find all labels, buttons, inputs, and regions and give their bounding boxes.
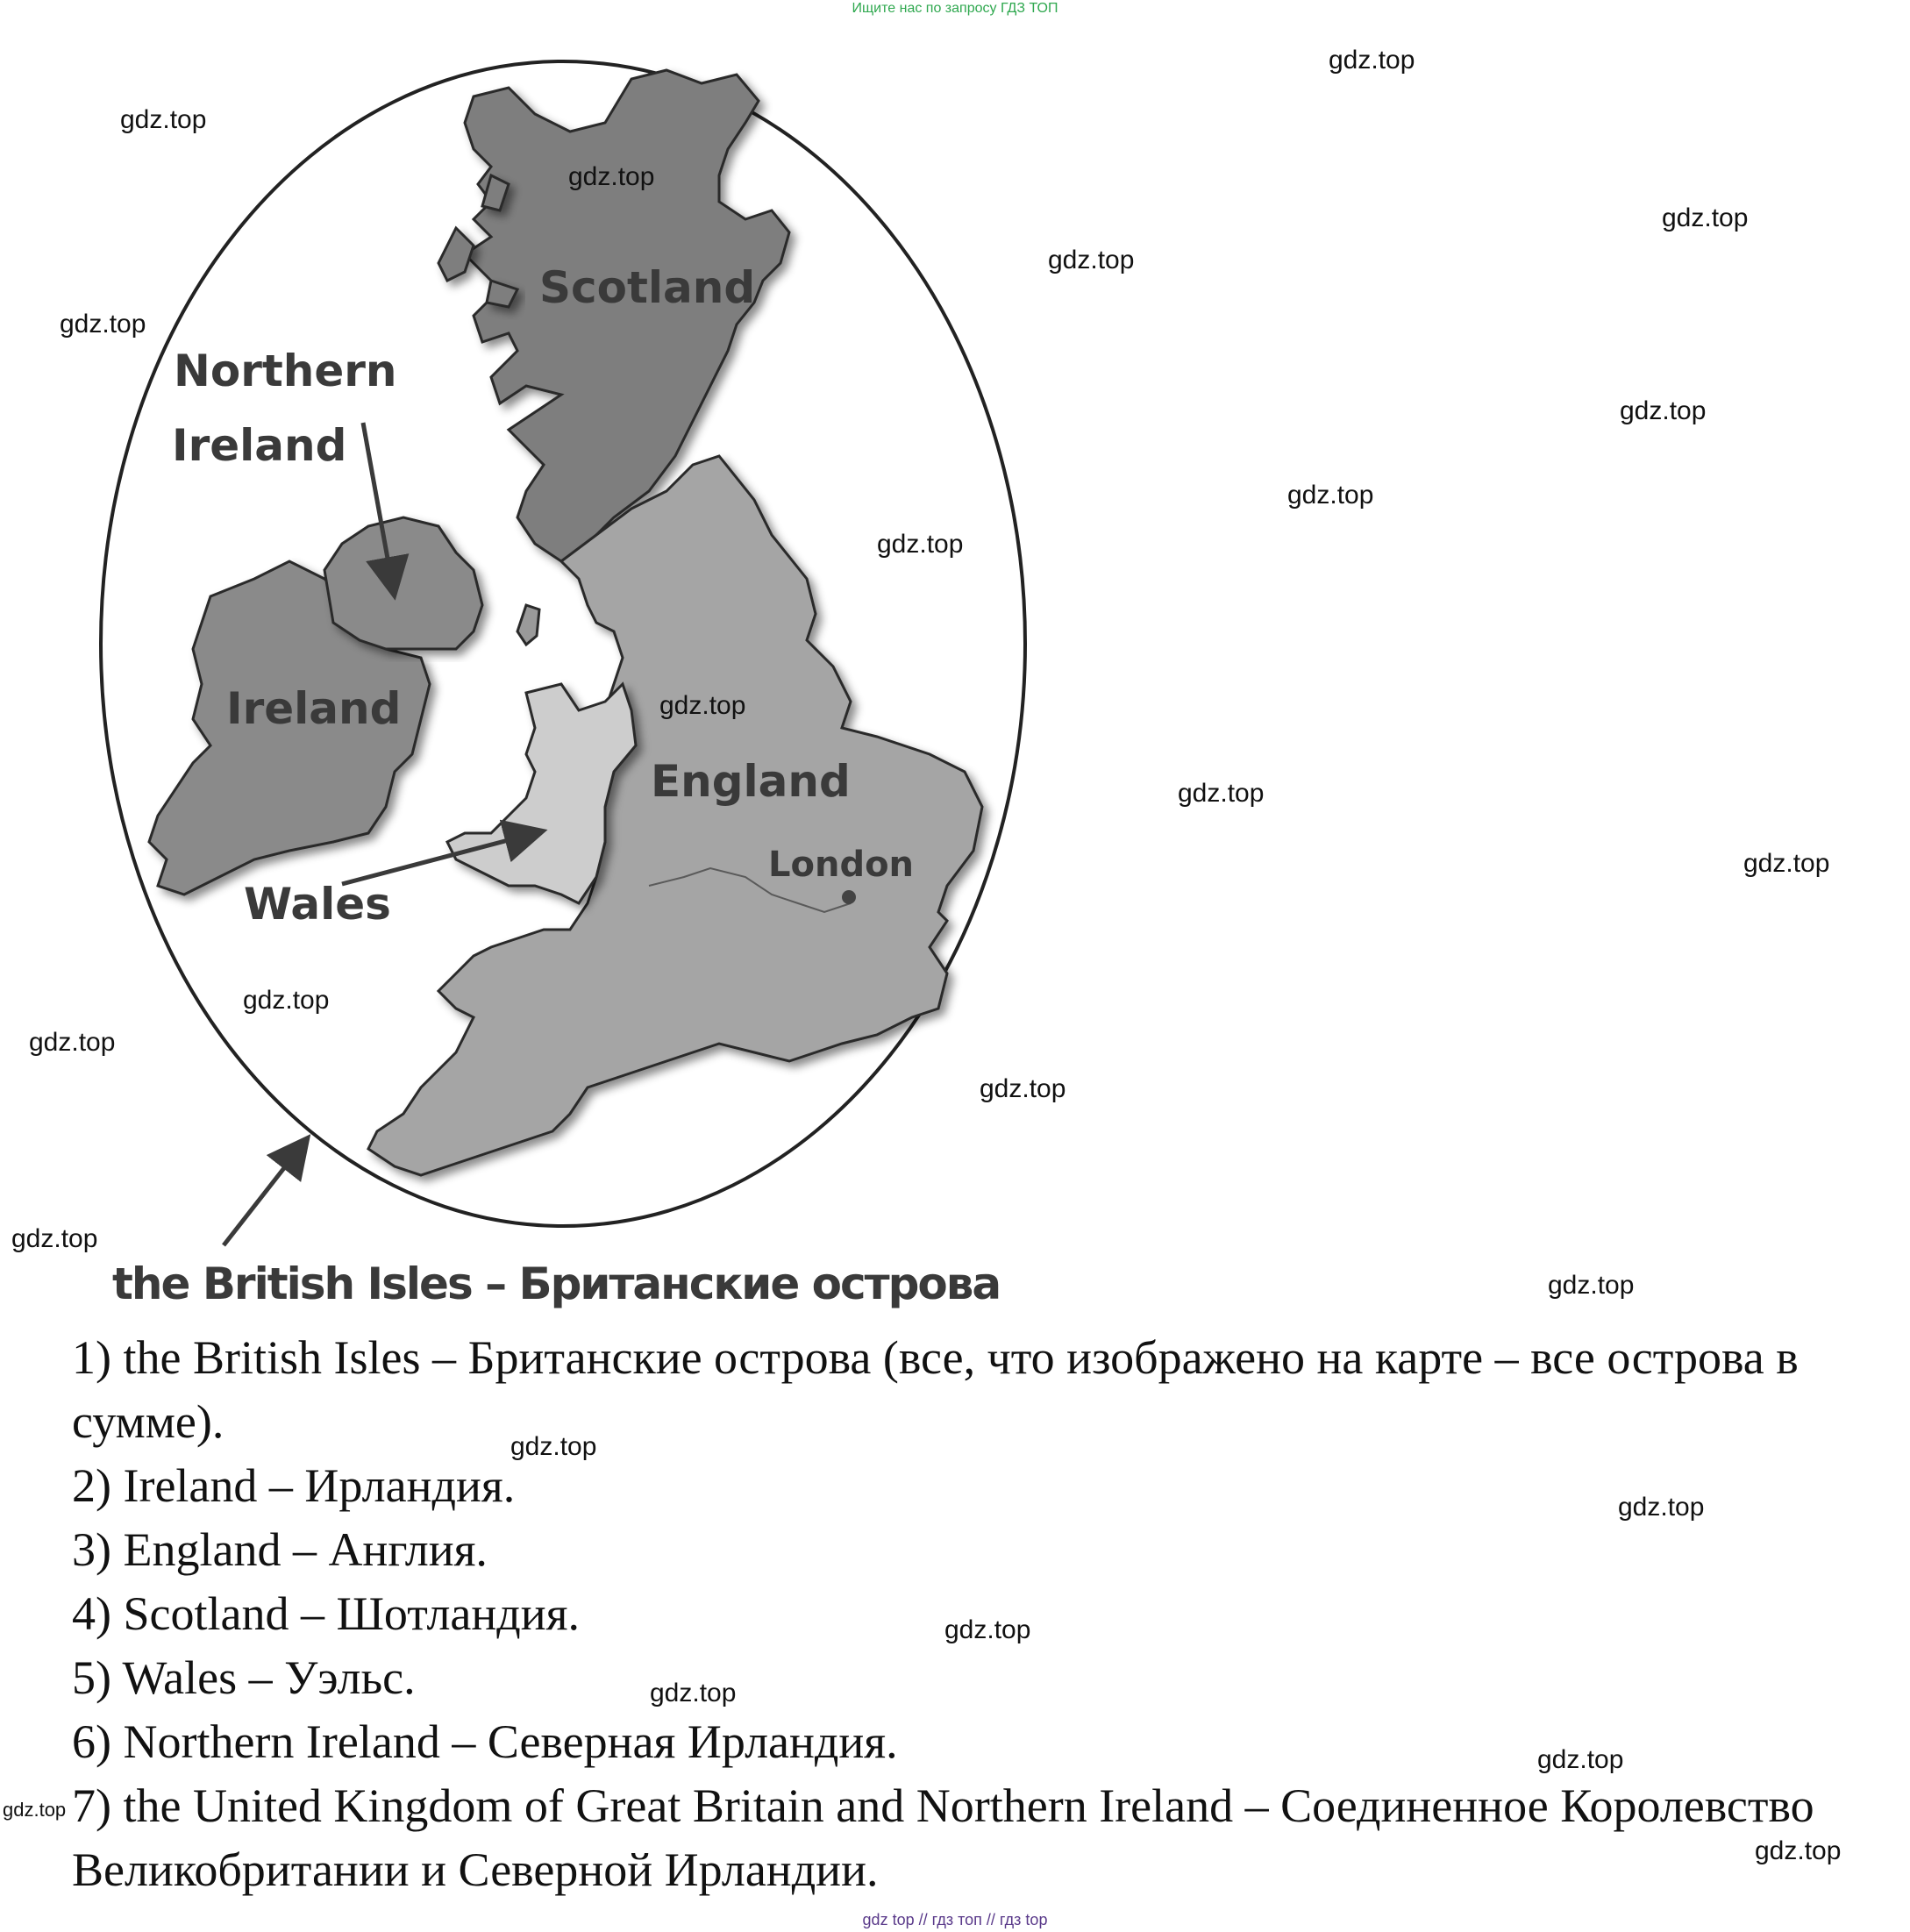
- watermark: gdz.top: [60, 310, 146, 339]
- watermark: gdz.top: [1620, 396, 1707, 425]
- answer-item: 4) Scotland – Шотландия.: [72, 1587, 580, 1640]
- watermark: gdz.top: [510, 1432, 597, 1461]
- isle-of-man-shape: [517, 605, 539, 645]
- watermark: gdz.top: [11, 1224, 98, 1253]
- watermark: gdz.top: [1755, 1836, 1842, 1865]
- label-northern-ireland-line2: Ireland: [172, 420, 347, 471]
- answer-item: 7) the United Kingdom of Great Britain and Northern Ireland – Соединенное Королевство Великобритании и Северной Ирландии.: [72, 1779, 1814, 1896]
- answer-item: 2) Ireland – Ирландия.: [72, 1459, 516, 1512]
- watermark: gdz.top: [1537, 1745, 1624, 1774]
- answer-item: 3) England – Англия.: [72, 1523, 488, 1576]
- answer-item: 1) the British Isles – Британские острова (все, что изображено на карте – все острова в сумме).: [72, 1331, 1799, 1448]
- label-london: London: [768, 845, 915, 885]
- watermark: gdz.top: [3, 1799, 67, 1821]
- watermark: gdz.top: [1662, 203, 1749, 232]
- london-dot: [842, 890, 856, 904]
- watermark: gdz.top: [1178, 779, 1265, 808]
- watermark: gdz.top: [120, 105, 207, 134]
- watermark: gdz.top: [877, 530, 964, 559]
- watermark: gdz.top: [29, 1028, 116, 1057]
- watermark: gdz.top: [1329, 46, 1415, 75]
- label-wales: Wales: [244, 879, 391, 930]
- label-northern-ireland-line1: Northern: [174, 346, 397, 396]
- watermark: gdz.top: [1287, 481, 1374, 510]
- watermark: gdz.top: [243, 986, 330, 1015]
- british-isles-map: [0, 35, 1052, 1263]
- watermark: gdz.top: [568, 162, 655, 191]
- map-caption: the British Isles – Британские острова: [112, 1258, 1001, 1309]
- footer-links[interactable]: gdz top // гдз топ // гдз top: [862, 1911, 1048, 1928]
- watermark: gdz.top: [1743, 849, 1830, 878]
- watermark: gdz.top: [650, 1679, 737, 1707]
- label-scotland: Scotland: [539, 262, 756, 313]
- label-england: England: [651, 756, 851, 807]
- watermark: gdz.top: [1618, 1493, 1705, 1522]
- answers-list: [72, 1326, 1861, 1902]
- answer-item: 5) Wales – Уэльс.: [72, 1651, 416, 1704]
- watermark: gdz.top: [944, 1615, 1031, 1644]
- watermark: gdz.top: [659, 691, 746, 720]
- label-ireland: Ireland: [226, 683, 402, 734]
- answer-item: 6) Northern Ireland – Северная Ирландия.: [72, 1715, 898, 1768]
- watermark: gdz.top: [980, 1074, 1066, 1103]
- british-isles-arrow: [224, 1144, 303, 1245]
- northern-ireland-shape: [324, 517, 482, 649]
- top-banner[interactable]: Ищите нас по запросу ГДЗ ТОП: [852, 1, 1058, 16]
- watermark: gdz.top: [1048, 246, 1135, 274]
- watermark: gdz.top: [1548, 1271, 1635, 1300]
